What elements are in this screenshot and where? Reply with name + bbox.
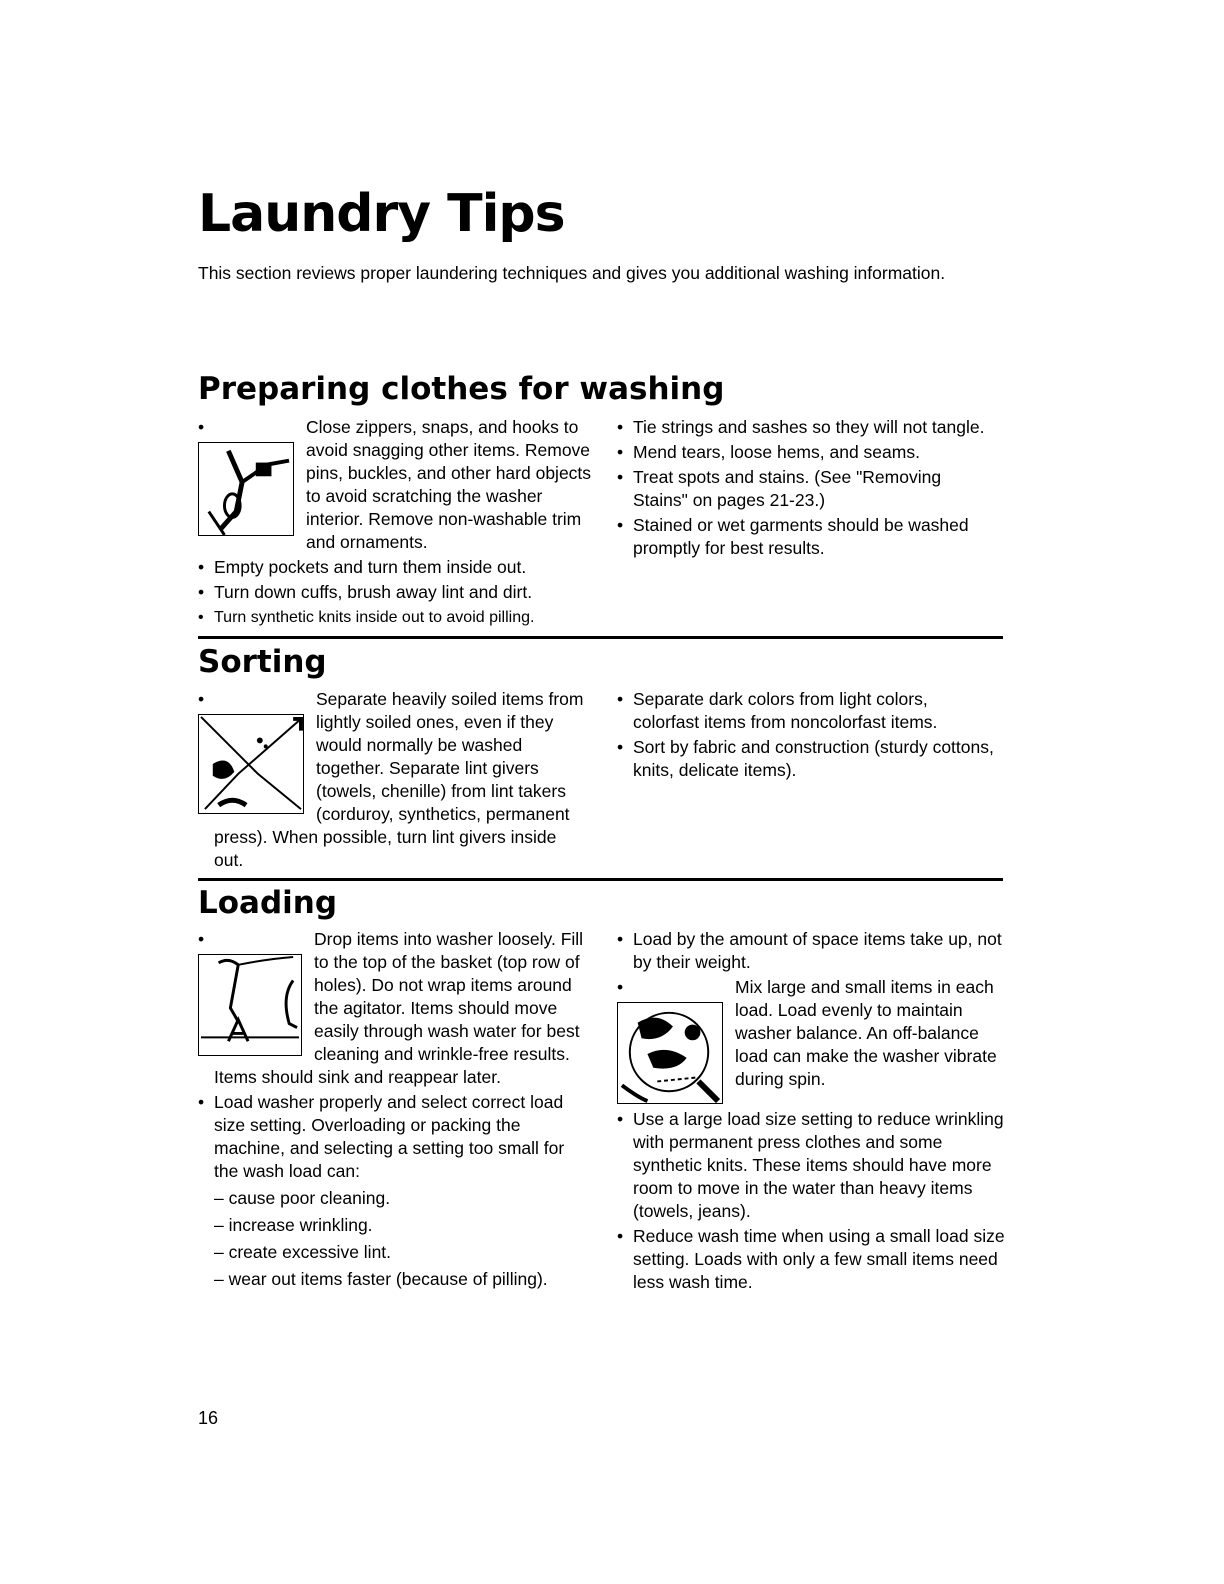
list-item: • Sort by fabric and construction (sturdy cottons, knits, delicate items). <box>617 736 997 782</box>
laundry-pile-icon <box>199 715 303 813</box>
heading-sorting: Sorting <box>198 644 327 680</box>
loading-left-column <box>198 928 590 1293</box>
list-item <box>617 976 1009 1091</box>
intro-paragraph: This section reviews proper laundering techniques and gives you additional washing information. <box>198 263 946 283</box>
list-item: • Turn synthetic knits inside out to avoid pilling. <box>198 606 603 629</box>
load-balance-illustration <box>617 1002 723 1104</box>
loading-right-item2-text: Mix large and small items in each load. Load evenly to maintain washer balance. An off-balance load can make the washer vibrate during spin. <box>735 977 997 1089</box>
preparing-left-lead-text: Close zippers, snaps, and hooks to avoid snagging other items. Remove pins, buckles, and other hard objects to avoid scratching the washer interior. Remove non-washable trim and ornaments. <box>306 417 592 552</box>
heading-loading: Loading <box>198 885 338 921</box>
list-item: • Use a large load size setting to reduce wrinkling with permanent press clothes and some synthetic knits. These items should have more room to move in the water than heavy items (towels, jeans). <box>617 1108 1009 1223</box>
list-item <box>198 928 590 1089</box>
list-item: • Empty pockets and turn them inside out. <box>198 556 603 579</box>
basket-illustration <box>198 954 302 1056</box>
zipper-icon <box>199 443 293 535</box>
list-item: • Mend tears, loose hems, and seams. <box>617 441 997 464</box>
sorting-left-column <box>198 688 588 874</box>
page-number: 16 <box>198 1408 219 1428</box>
heading-preparing: Preparing clothes for washing <box>198 371 725 407</box>
section-divider <box>198 636 1003 639</box>
preparing-right-column <box>617 416 997 562</box>
preparing-left-column <box>198 416 603 631</box>
zipper-illustration <box>198 442 294 536</box>
list-item: • Load by the amount of space items take up, not by their weight. <box>617 928 1009 974</box>
list-item: • Load washer properly and select correct load size setting. Overloading or packing the machine, and selecting a setting too small for the wash load can: <box>198 1091 590 1183</box>
page-title: Laundry Tips <box>198 184 565 244</box>
mixed-load-icon <box>618 1003 722 1103</box>
list-item: • Reduce wash time when using a small load size setting. Loads with only a few small items need less wash time. <box>617 1225 1009 1294</box>
list-item: • Stained or wet garments should be washed promptly for best results. <box>617 514 997 560</box>
list-item <box>198 416 603 554</box>
loading-left-lead-text: Drop items into washer loosely. Fill to the top of the basket (top row of holes). Do not wrap items around the agitator. Items should move easily through wash water for best cleaning and wrinkle-free results. Items should sink and reappear later. <box>214 929 584 1087</box>
section-divider <box>198 878 1003 881</box>
list-item: • Tie strings and sashes so they will not tangle. <box>617 416 997 439</box>
list-item: • Treat spots and stains. (See "Removing Stains" on pages 21-23.) <box>617 466 997 512</box>
list-item: • Separate dark colors from light colors, colorfast items from noncolorfast items. <box>617 688 997 734</box>
list-item: – create excessive lint. <box>214 1242 392 1262</box>
washer-basket-icon <box>199 955 301 1055</box>
list-item: – increase wrinkling. <box>214 1215 373 1235</box>
list-item: – cause poor cleaning. <box>214 1188 391 1208</box>
sorting-right-column <box>617 688 997 784</box>
list-item: • Turn down cuffs, brush away lint and dirt. <box>198 581 603 604</box>
list-item: – wear out items faster (because of pilling). <box>214 1269 548 1289</box>
loading-right-column <box>617 928 1009 1296</box>
list-item <box>198 688 588 872</box>
sorting-illustration <box>198 714 304 814</box>
sorting-left-lead-text: Separate heavily soiled items from lightly soiled ones, even if they would normally be washed together. Separate lint givers (towels, chenille) from lint takers (corduroy, synthetics, permanent press). When possible, turn lint givers inside out. <box>214 689 584 870</box>
